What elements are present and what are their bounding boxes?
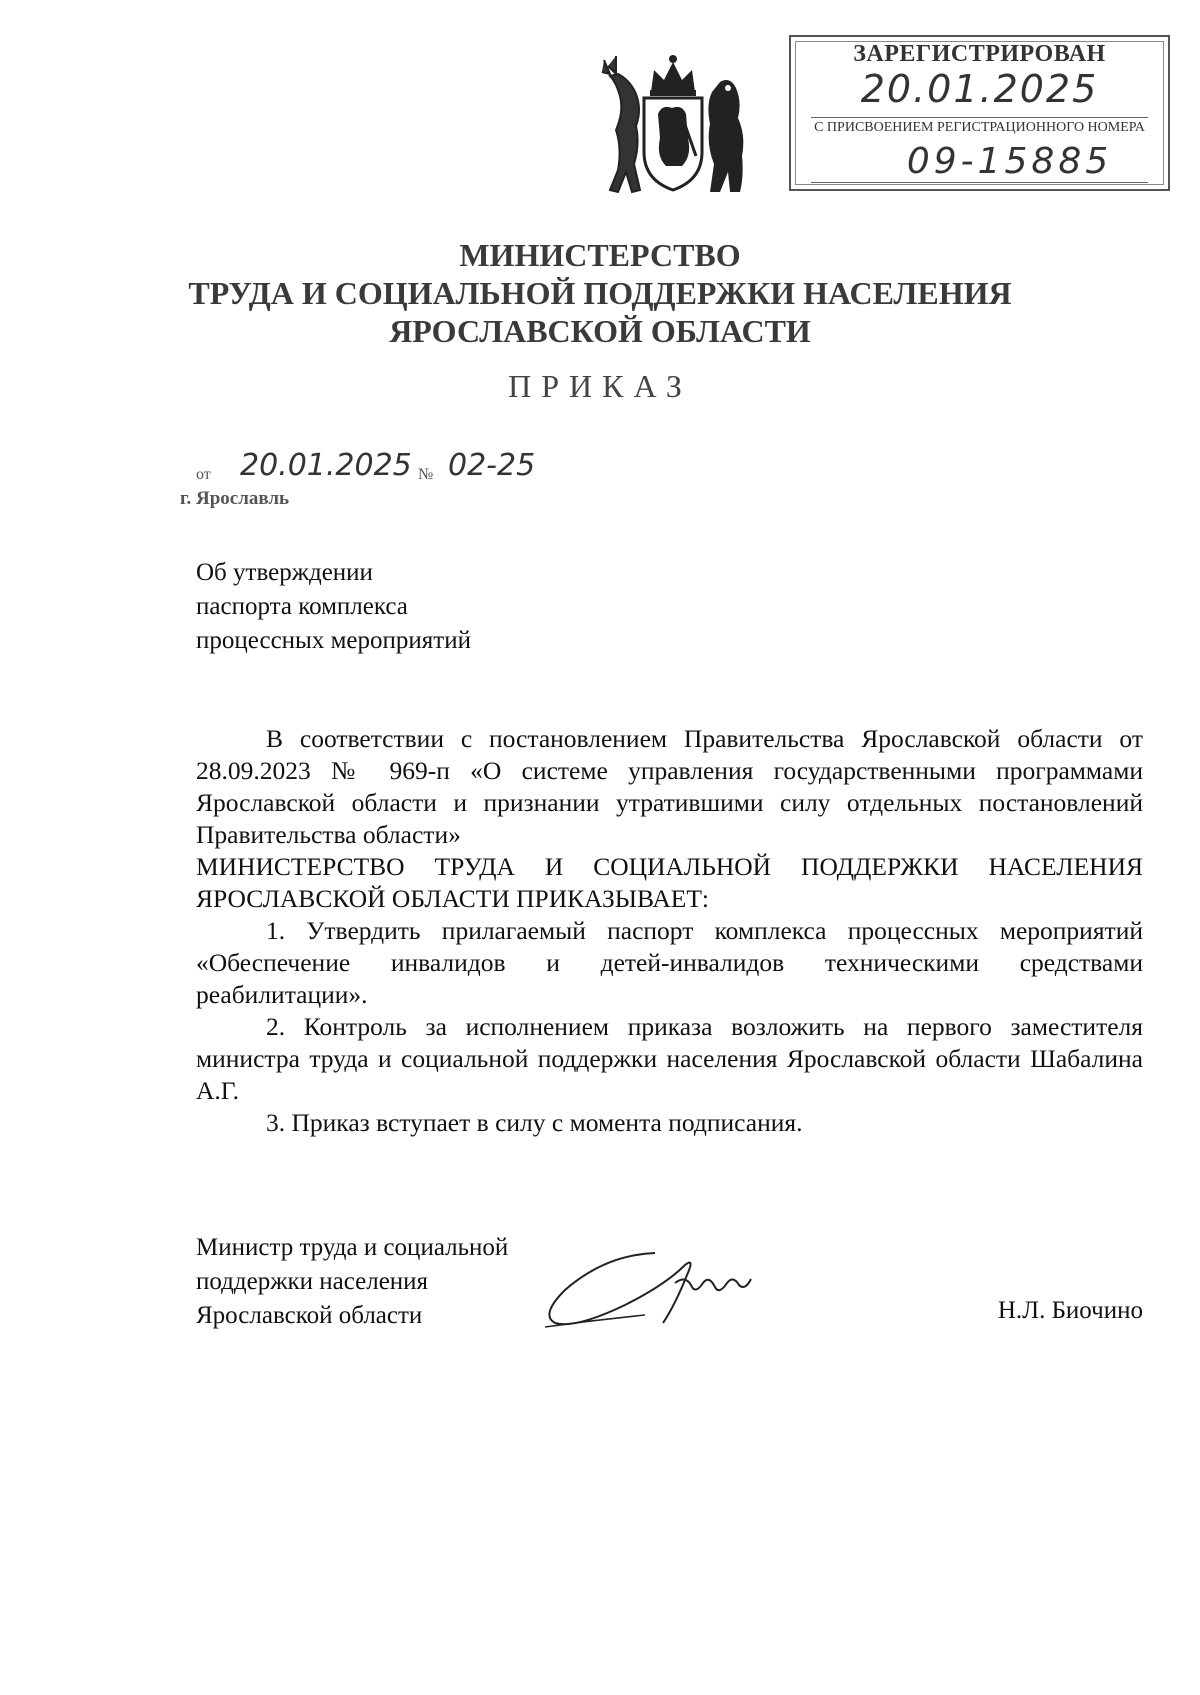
- registration-stamp: [789, 35, 1170, 191]
- position-line-3: Ярославской области: [196, 1302, 423, 1329]
- signatory-position: [196, 1231, 508, 1333]
- position-line-2: поддержки населения: [196, 1268, 429, 1295]
- document-type: ПРИКАЗ: [508, 368, 692, 404]
- position-line-1: Министр труда и социальной: [196, 1234, 509, 1261]
- stamp-date: 20.01.2025: [860, 67, 1099, 111]
- subject-line-3: процессных мероприятий: [196, 627, 471, 654]
- coat-of-arms-icon: [596, 52, 751, 200]
- stamp-subtitle: С ПРИСВОЕНИЕМ РЕГИСТРАЦИОННОГО НОМЕРА: [814, 120, 1145, 135]
- city: г. Ярославль: [180, 488, 290, 509]
- order-number: 02-25: [448, 448, 536, 483]
- orders-clause: МИНИСТЕРСТВО ТРУДА И СОЦИАЛЬНОЙ ПОДДЕРЖКИ НАСЕЛЕНИЯ ЯРОСЛАВСКОЙ ОБЛАСТИ ПРИКАЗЫВАЕТ:: [196, 852, 1143, 913]
- order-subject: [196, 556, 471, 658]
- item-2: 2. Контроль за исполнением приказа возложить на первого заместителя министра труда и социальной поддержки населения Ярославской области Шабалина А.Г.: [196, 1012, 1143, 1105]
- stamp-divider: [811, 117, 1148, 118]
- order-date: 20.01.2025: [240, 448, 412, 483]
- item-3: 3. Приказ вступает в силу с момента подписания.: [266, 1108, 803, 1137]
- stamp-title: ЗАРЕГИСТРИРОВАН: [853, 41, 1106, 67]
- ministry-line-2: ТРУДА И СОЦИАЛЬНОЙ ПОДДЕРЖКИ НАСЕЛЕНИЯ: [188, 275, 1012, 311]
- signatory-name: Н.Л. Биочино: [997, 1297, 1143, 1324]
- number-prefix: №: [418, 466, 434, 483]
- ministry-line-1: МИНИСТЕРСТВО: [459, 237, 741, 273]
- handwritten-signature-icon: [535, 1235, 765, 1335]
- stamp-divider-bottom: [811, 182, 1148, 183]
- date-prefix: от: [196, 466, 211, 483]
- subject-line-2: паспорта комплекса: [196, 593, 408, 620]
- stamp-number: 09-15885: [906, 141, 1113, 182]
- item-1: 1. Утвердить прилагаемый паспорт комплекса процессных мероприятий «Обеспечение инвалидов и детей-инвалидов техническими средствами реабилитации».: [196, 916, 1143, 1009]
- ministry-line-3: ЯРОСЛАВСКОЙ ОБЛАСТИ: [389, 313, 811, 349]
- order-body: [196, 723, 1143, 1139]
- subject-line-1: Об утверждении: [196, 559, 373, 586]
- preamble: В соответствии с постановлением Правительства Ярославской области от 28.09.2023 № 969-п «О системе управления государственными программами Ярославской области и признании утратившими силу отдельных постановлений Правительства области»: [196, 724, 1143, 849]
